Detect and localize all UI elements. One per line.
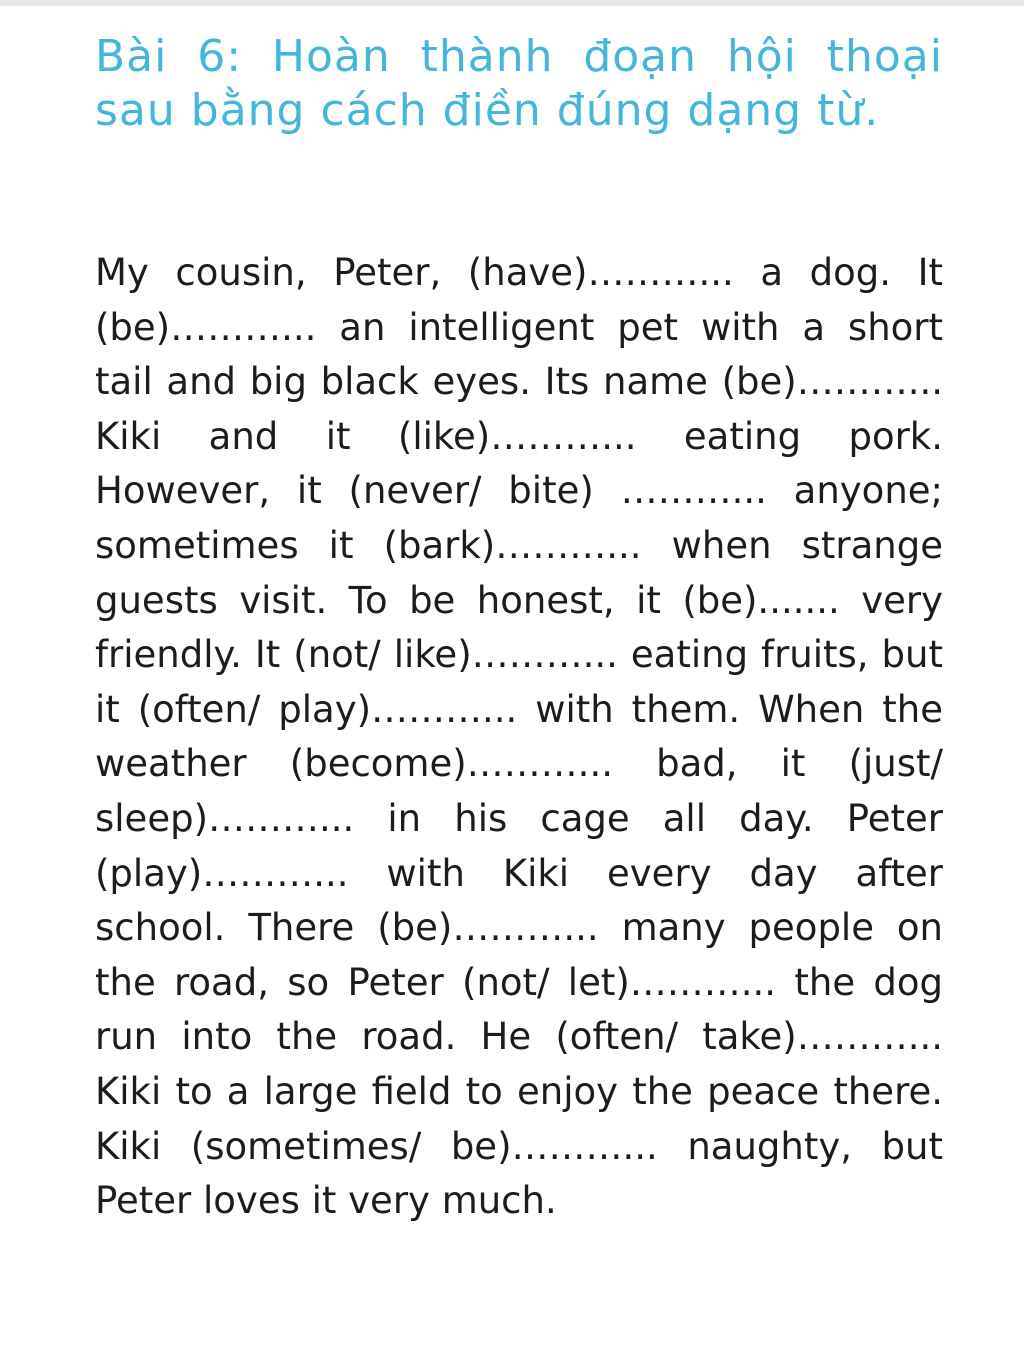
- exercise-passage: My cousin, Peter, (have)………... a dog. It (be)………... an intelligent pet with a short tail and big black eyes. Its name (be)………... Kiki and it (like)………... eating pork. However, it (never/ bite) ………... anyone; sometimes it (bark)………... when strange guests visit. To be honest, it (be)....... very friendly. It (not/ like)………... eating fruits, but it (often/ play)………... with them. When the weather (become)………... bad, it (just/ sleep)………... in his cage all day. Peter (play)………... with Kiki every day after school. There (be)………... many people on the road, so Peter (not/ let)………... the dog run into the road. He (often/ take)………... Kiki to a large field to enjoy the peace there. Kiki (sometimes/ be)………... naughty, but Peter loves it very much.: [95, 251, 943, 1223]
- top-divider: [0, 0, 1024, 6]
- exercise-heading: Bài 6: Hoàn thành đoạn hội thoại sau bằng cách điền đúng dạng từ.: [95, 31, 943, 136]
